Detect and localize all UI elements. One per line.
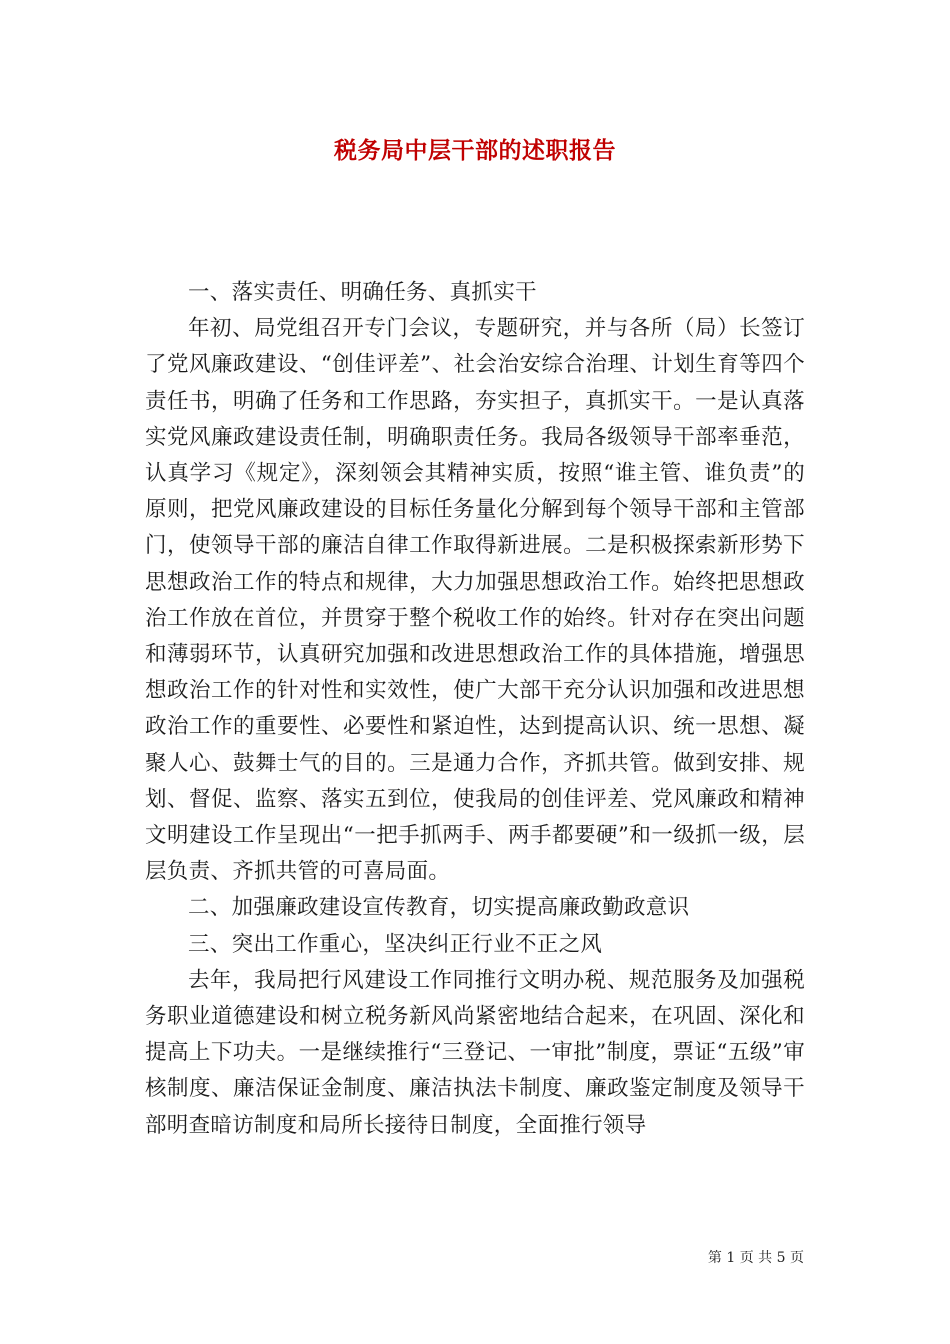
body-paragraph: 年初、局党组召开专门会议，专题研究，并与各所（局）长签订了党风廉政建设、“创佳评差”、社会治安综合治理、计划生育等四个责任书，明确了任务和工作思路，夯实担子，真抓实干。一是认真落实党风廉政建设责任制，明确职责任务。我局各级领导干部率垂范，认真学习《规定》，深刻领会其精神实质，按照“谁主管、谁负责”的原则，把党风廉政建设的目标任务量化分解到每个领导干部和主管部门，使领导干部的廉洁自律工作取得新进展。二是积极探索新形势下思想政治工作的特点和规律，大力加强思想政治工作。始终把思想政治工作放在首位，并贯穿于整个税收工作的始终。针对存在突出问题和薄弱环节，认真研究加强和改进思想政治工作的具体措施，增强思想政治工作的针对性和实效性，使广大部干充分认识加强和改进思想政治工作的重要性、必要性和紧迫性，达到提高认识、统一思想、凝聚人心、鼓舞士气的目的。三是通力合作，齐抓共管。做到安排、规划、督促、监察、落实五到位，使我局的创佳评差、党风廉政和精神文明建设工作呈现出“一把手抓两手、两手都要硬”和一级抓一级，层层负责、齐抓共管的可喜局面。	[145, 316, 805, 885]
section-heading: 三、突出工作重心，坚决纠正行业不正之风	[188, 931, 603, 957]
document-body	[145, 275, 805, 1144]
document-title: 税务局中层干部的述职报告	[334, 137, 616, 164]
section-heading: 二、加强廉政建设宣传教育，切实提高廉政勤政意识	[188, 895, 690, 921]
section-heading: 一、落实责任、明确任务、真抓实干	[188, 280, 537, 305]
page-number: 第 1 页 共 5 页	[707, 1250, 804, 1266]
body-paragraph: 去年，我局把行风建设工作同推行文明办税、规范服务及加强税务职业道德建设和树立税务新风尚紧密地结合起来，在巩固、深化和提高上下功夫。一是继续推行“三登记、一审批”制度，票证“五级”审核制度、廉洁保证金制度、廉洁执法卡制度、廉政鉴定制度及领导干部明查暗访制度和局所长接待日制度，全面推行领导	[145, 967, 805, 1138]
